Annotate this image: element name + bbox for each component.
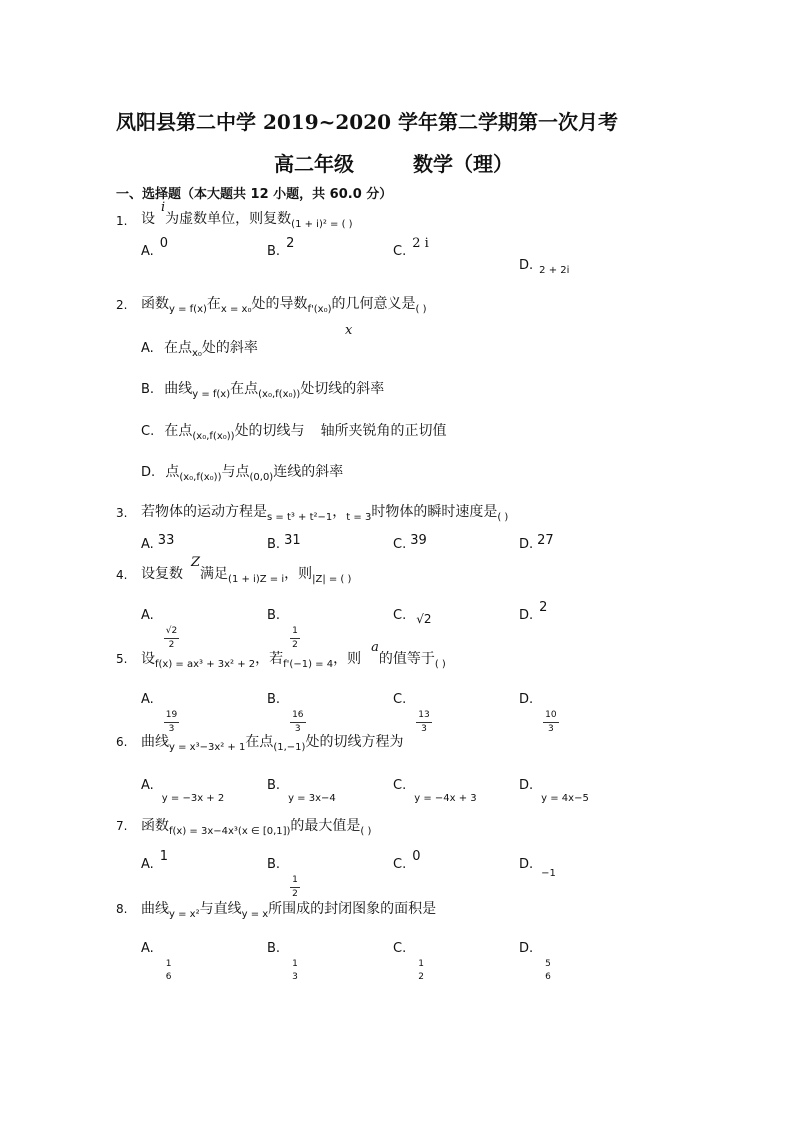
option-a[interactable]: A.$^1$ (141, 849, 169, 872)
option-b[interactable]: B. 1 3 (267, 941, 298, 982)
option-d[interactable]: D. $\frac{10}{3}$ (519, 692, 557, 734)
option-a[interactable]: A. $\frac{19}{3}$ (141, 692, 178, 734)
option-a[interactable]: A. $\frac{√2}{2}$ (141, 608, 178, 650)
option-d[interactable]: D. $^{27}$ (519, 533, 554, 552)
question-stem: 函数$_{f(x) = 3x-4x^3(x \in [0,1])}$的最大值是$_{( )}$ (141, 818, 372, 837)
question-stem: 曲线$_{y = x^3-3x^2 + 1}$在点$_{(1,-1)}$处的切线方程为 (141, 734, 404, 753)
fraction: 1 2 (418, 959, 424, 982)
question-stem: 若物体的运动方程是$_{s = t^3 + t^2-1}$，$_{t = 3}$时物体的瞬时速度是$_{( )}$ (141, 504, 509, 523)
option-c[interactable]: C. 1 2 (393, 941, 424, 982)
fraction: $\frac{√2}{2}$ (165, 626, 178, 650)
question-stem: 设复数$^Z$满足$_{(1 + i)Z = i}$，则$_{|Z| = ( )}$ (141, 555, 352, 585)
question-stem: 设$_{f(x) = ax^3 + 3x^2 + 2}$，若$_{f'(-1) = 4}$，则$^a$的值等于$_{( )}$ (141, 640, 446, 670)
question-number: 6. (116, 735, 128, 749)
option-c[interactable]: C. $_{√2}$ (393, 608, 432, 626)
question-stem: 曲线$_{y = x^2}$与直线$_{y = x}$所围成的封闭图象的面积是 (141, 901, 437, 920)
option-b[interactable]: $B._{y = 3x-4}$ (267, 778, 336, 804)
subject-label: 数学（理） (413, 152, 513, 176)
question-number: 1. (116, 214, 128, 228)
question-stem: 函数$_{y = f(x)}$在$_{x = x_0}$处的导数$_{f'(x_0)}$的几何意义是$_{( )}$ (141, 296, 427, 315)
option-d[interactable]: D.$^2$ (519, 600, 548, 623)
option-a[interactable]: A. 在点$_{x_0}$处的斜率 (141, 340, 258, 359)
option-a[interactable]: $A._{y = -3x + 2}$ (141, 778, 225, 804)
option-c[interactable]: C.$^{2 i}$ (393, 236, 429, 259)
option-b[interactable]: B. $\frac{1}{2}$ (267, 608, 298, 650)
fraction: $\frac{13}{3}$ (418, 710, 430, 734)
option-b[interactable]: B. $\frac{16}{3}$ (267, 692, 304, 734)
question-number: 8. (116, 902, 128, 916)
option-c[interactable]: C. 在点$_{(x_0,f(x_0))}$处的切线与 轴所夹锐角的正切值 (141, 423, 447, 442)
section-heading: 一、选择题（本大题共 12 小题，共 60.0 分） (116, 187, 393, 202)
fraction: 1 6 (165, 959, 172, 982)
option-b[interactable]: B. $\frac{1}{2}$ (267, 857, 298, 899)
fraction: 5 6 (545, 959, 551, 982)
option-c[interactable]: $C._{y = -4x + 3}$ (393, 778, 477, 804)
option-c[interactable]: C.$^0$ (393, 849, 421, 872)
fraction: $\frac{1}{2}$ (292, 875, 298, 899)
option-d[interactable]: D. 5 6 (519, 941, 551, 982)
option-b[interactable]: B.$^2$ (267, 236, 295, 259)
question-number: 4. (116, 568, 128, 582)
fraction: $\frac{1}{2}$ (292, 626, 298, 650)
fraction: $\frac{19}{3}$ (165, 710, 178, 734)
question-number: 3. (116, 506, 128, 520)
fraction: $\frac{16}{3}$ (292, 710, 304, 734)
option-a[interactable]: A. 1 6 (141, 941, 172, 982)
question-number: 5. (116, 652, 128, 666)
option-c[interactable]: C. $^{39}$ (393, 533, 427, 552)
exam-title: 凤阳县第二中学 2019~2020 学年第二学期第一次月考 (116, 110, 619, 134)
fraction: $\frac{10}{3}$ (545, 710, 557, 734)
axis-variable: x (345, 323, 353, 338)
question-number: 7. (116, 819, 128, 833)
option-d[interactable]: $D._{y = 4x-5}$ (519, 778, 589, 804)
question-number: 2. (116, 298, 128, 312)
option-b[interactable]: B. $^{31}$ (267, 533, 301, 552)
option-d[interactable]: $D._{-1}$ (519, 857, 556, 879)
fraction: 1 3 (292, 959, 298, 982)
option-c[interactable]: C. $\frac{13}{3}$ (393, 692, 430, 734)
option-d[interactable]: D. $_{2 + 2i}$ (519, 258, 570, 276)
option-a[interactable]: A.$^0$ (141, 236, 169, 259)
option-a[interactable]: A. $^{33}$ (141, 533, 175, 552)
option-d[interactable]: D. 点$_{(x_0,f(x_0))}$与点$_{(0,0)}$连线的斜率 (141, 464, 344, 483)
grade-label: 高二年级 (274, 152, 354, 176)
option-b[interactable]: B. 曲线$_{y = f(x)}$在点$_{(x_0,f(x_0))}$处切线的斜率 (141, 381, 385, 400)
question-stem: 设$^i$为虚数单位，则复数$_{(1 + i)^2 = ( )}$ (141, 200, 353, 230)
